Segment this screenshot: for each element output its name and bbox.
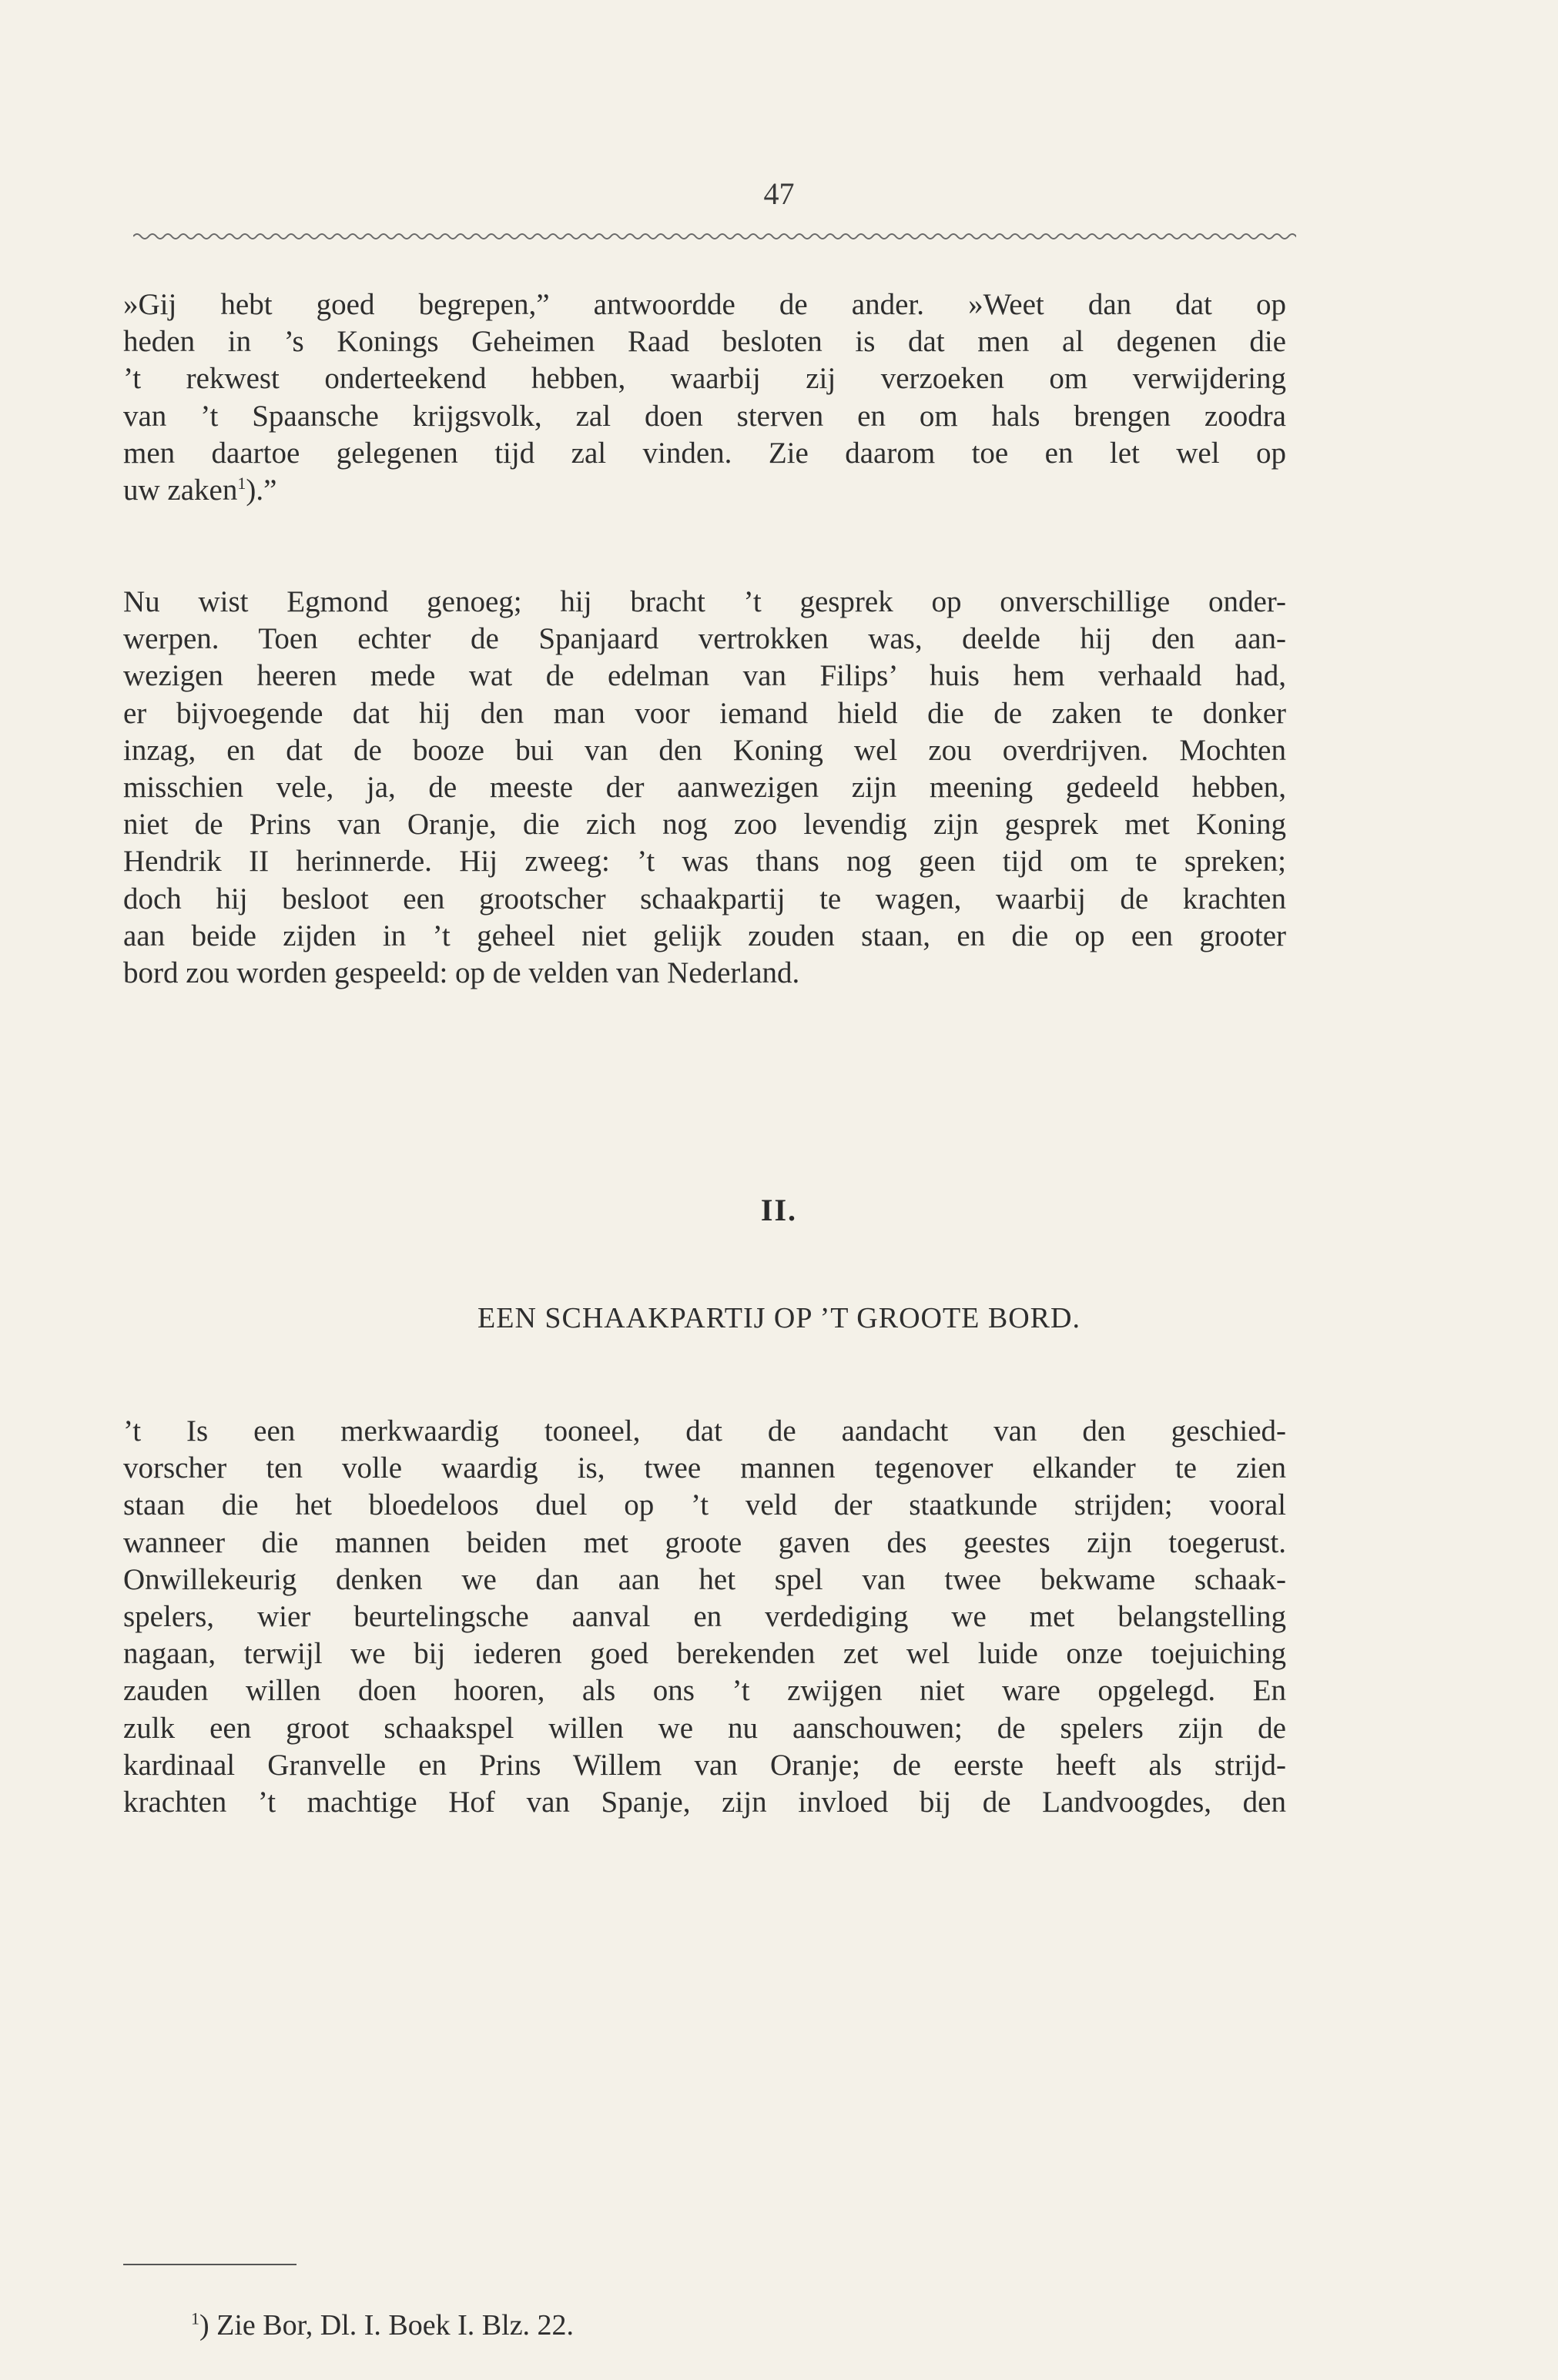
text-line: spelers, wier beurtelingsche aanval en verdediging we met belangstelling — [123, 1600, 1286, 1634]
text-line: Hendrik II herinnerde. Hij zweeg: ’t was thans nog geen tijd om te spreken; — [123, 845, 1286, 879]
footnote-divider — [123, 2264, 297, 2265]
text-line: Nu wist Egmond genoeg; hij bracht ’t gesprek op onverschillige onder- — [123, 585, 1286, 618]
paragraph-3 — [123, 1413, 1286, 1821]
text-line: nagaan, terwijl we bij iederen goed berekenden zet wel luide onze toejuiching — [123, 1637, 1286, 1671]
text-line: zulk een groot schaakspel willen we nu aanschouwen; de spelers zijn de — [123, 1711, 1286, 1745]
text-line: doch hij besloot een grootscher schaakpartij te wagen, waarbij de krachten — [123, 882, 1286, 916]
text-line: staan die het bloedeloos duel op ’t veld der staatkunde strijden; vooral — [123, 1488, 1286, 1522]
text-line: »Gij hebt goed begrepen,” antwoordde de ander. »Weet dan dat op — [123, 288, 1286, 321]
text-line: ’t Is een merkwaardig tooneel, dat de aandacht van den geschied- — [123, 1414, 1286, 1448]
paragraph-1 — [123, 286, 1286, 509]
text-line: zauden willen doen hooren, als ons ’t zwijgen niet ware opgelegd. En — [123, 1674, 1286, 1708]
text-line: kardinaal Granvelle en Prins Willem van Oranje; de eerste heeft als strijd- — [123, 1748, 1286, 1782]
text-line: heden in ’s Konings Geheimen Raad besloten is dat men al degenen die — [123, 325, 1286, 359]
text-line: van ’t Spaansche krijgsvolk, zal doen sterven en om hals brengen zoodra — [123, 399, 1286, 433]
footnote-reference[interactable]: 1 — [237, 474, 246, 494]
text-line: wezigen heeren mede wat de edelman van Filips’ huis hem verhaald had, — [123, 659, 1286, 693]
text-line: niet de Prins van Oranje, die zich nog zoo levendig zijn gesprek met Koning — [123, 808, 1286, 842]
text-line: bord zou worden gespeeld: op de velden van Nederland. — [123, 956, 800, 990]
wavy-rule-divider — [133, 231, 1296, 242]
text-line: ’t rekwest onderteekend hebben, waarbij zij verzoeken om verwijdering — [123, 362, 1286, 396]
text-line: krachten ’t machtige Hof van Spanje, zijn invloed bij de Landvoogdes, den — [123, 1786, 1286, 1819]
page-number: 47 — [763, 176, 795, 211]
paragraph-2 — [123, 584, 1286, 992]
text-fragment: ).” — [246, 474, 277, 507]
text-line: aan beide zijden in ’t geheel niet gelijk zouden staan, en die op een grooter — [123, 919, 1286, 952]
section-title: EEN SCHAAKPARTIJ OP ’T GROOTE BORD. — [477, 1302, 1081, 1334]
text-line: misschien vele, ja, de meeste der aanwezigen zijn meening gedeeld hebben, — [123, 771, 1286, 805]
text-fragment: uw zaken — [123, 474, 238, 507]
text-line: werpen. Toen echter de Spanjaard vertrokken was, deelde hij den aan- — [123, 622, 1286, 656]
footnote — [191, 2308, 574, 2342]
text-line: wanneer die mannen beiden met groote gaven des geestes zijn toegerust. — [123, 1525, 1286, 1559]
text-line: inzag, en dat de booze bui van den Koning wel zou overdrijven. Mochten — [123, 733, 1286, 767]
footnote-text: ) Zie Bor, Dl. I. Boek I. Blz. 22. — [199, 2309, 575, 2342]
footnote-marker: 1 — [191, 2308, 199, 2328]
section-number: II. — [760, 1193, 798, 1227]
text-line — [123, 472, 1286, 509]
text-line: men daartoe gelegenen tijd zal vinden. Zie daarom toe en let wel op — [123, 436, 1286, 470]
text-line: Onwillekeurig denken we dan aan het spel van twee bekwame schaak- — [123, 1562, 1286, 1596]
text-line: vorscher ten volle waardig is, twee mannen tegenover elkander te zien — [123, 1451, 1286, 1485]
text-line: er bijvoegende dat hij den man voor iemand hield die de zaken te donker — [123, 696, 1286, 730]
